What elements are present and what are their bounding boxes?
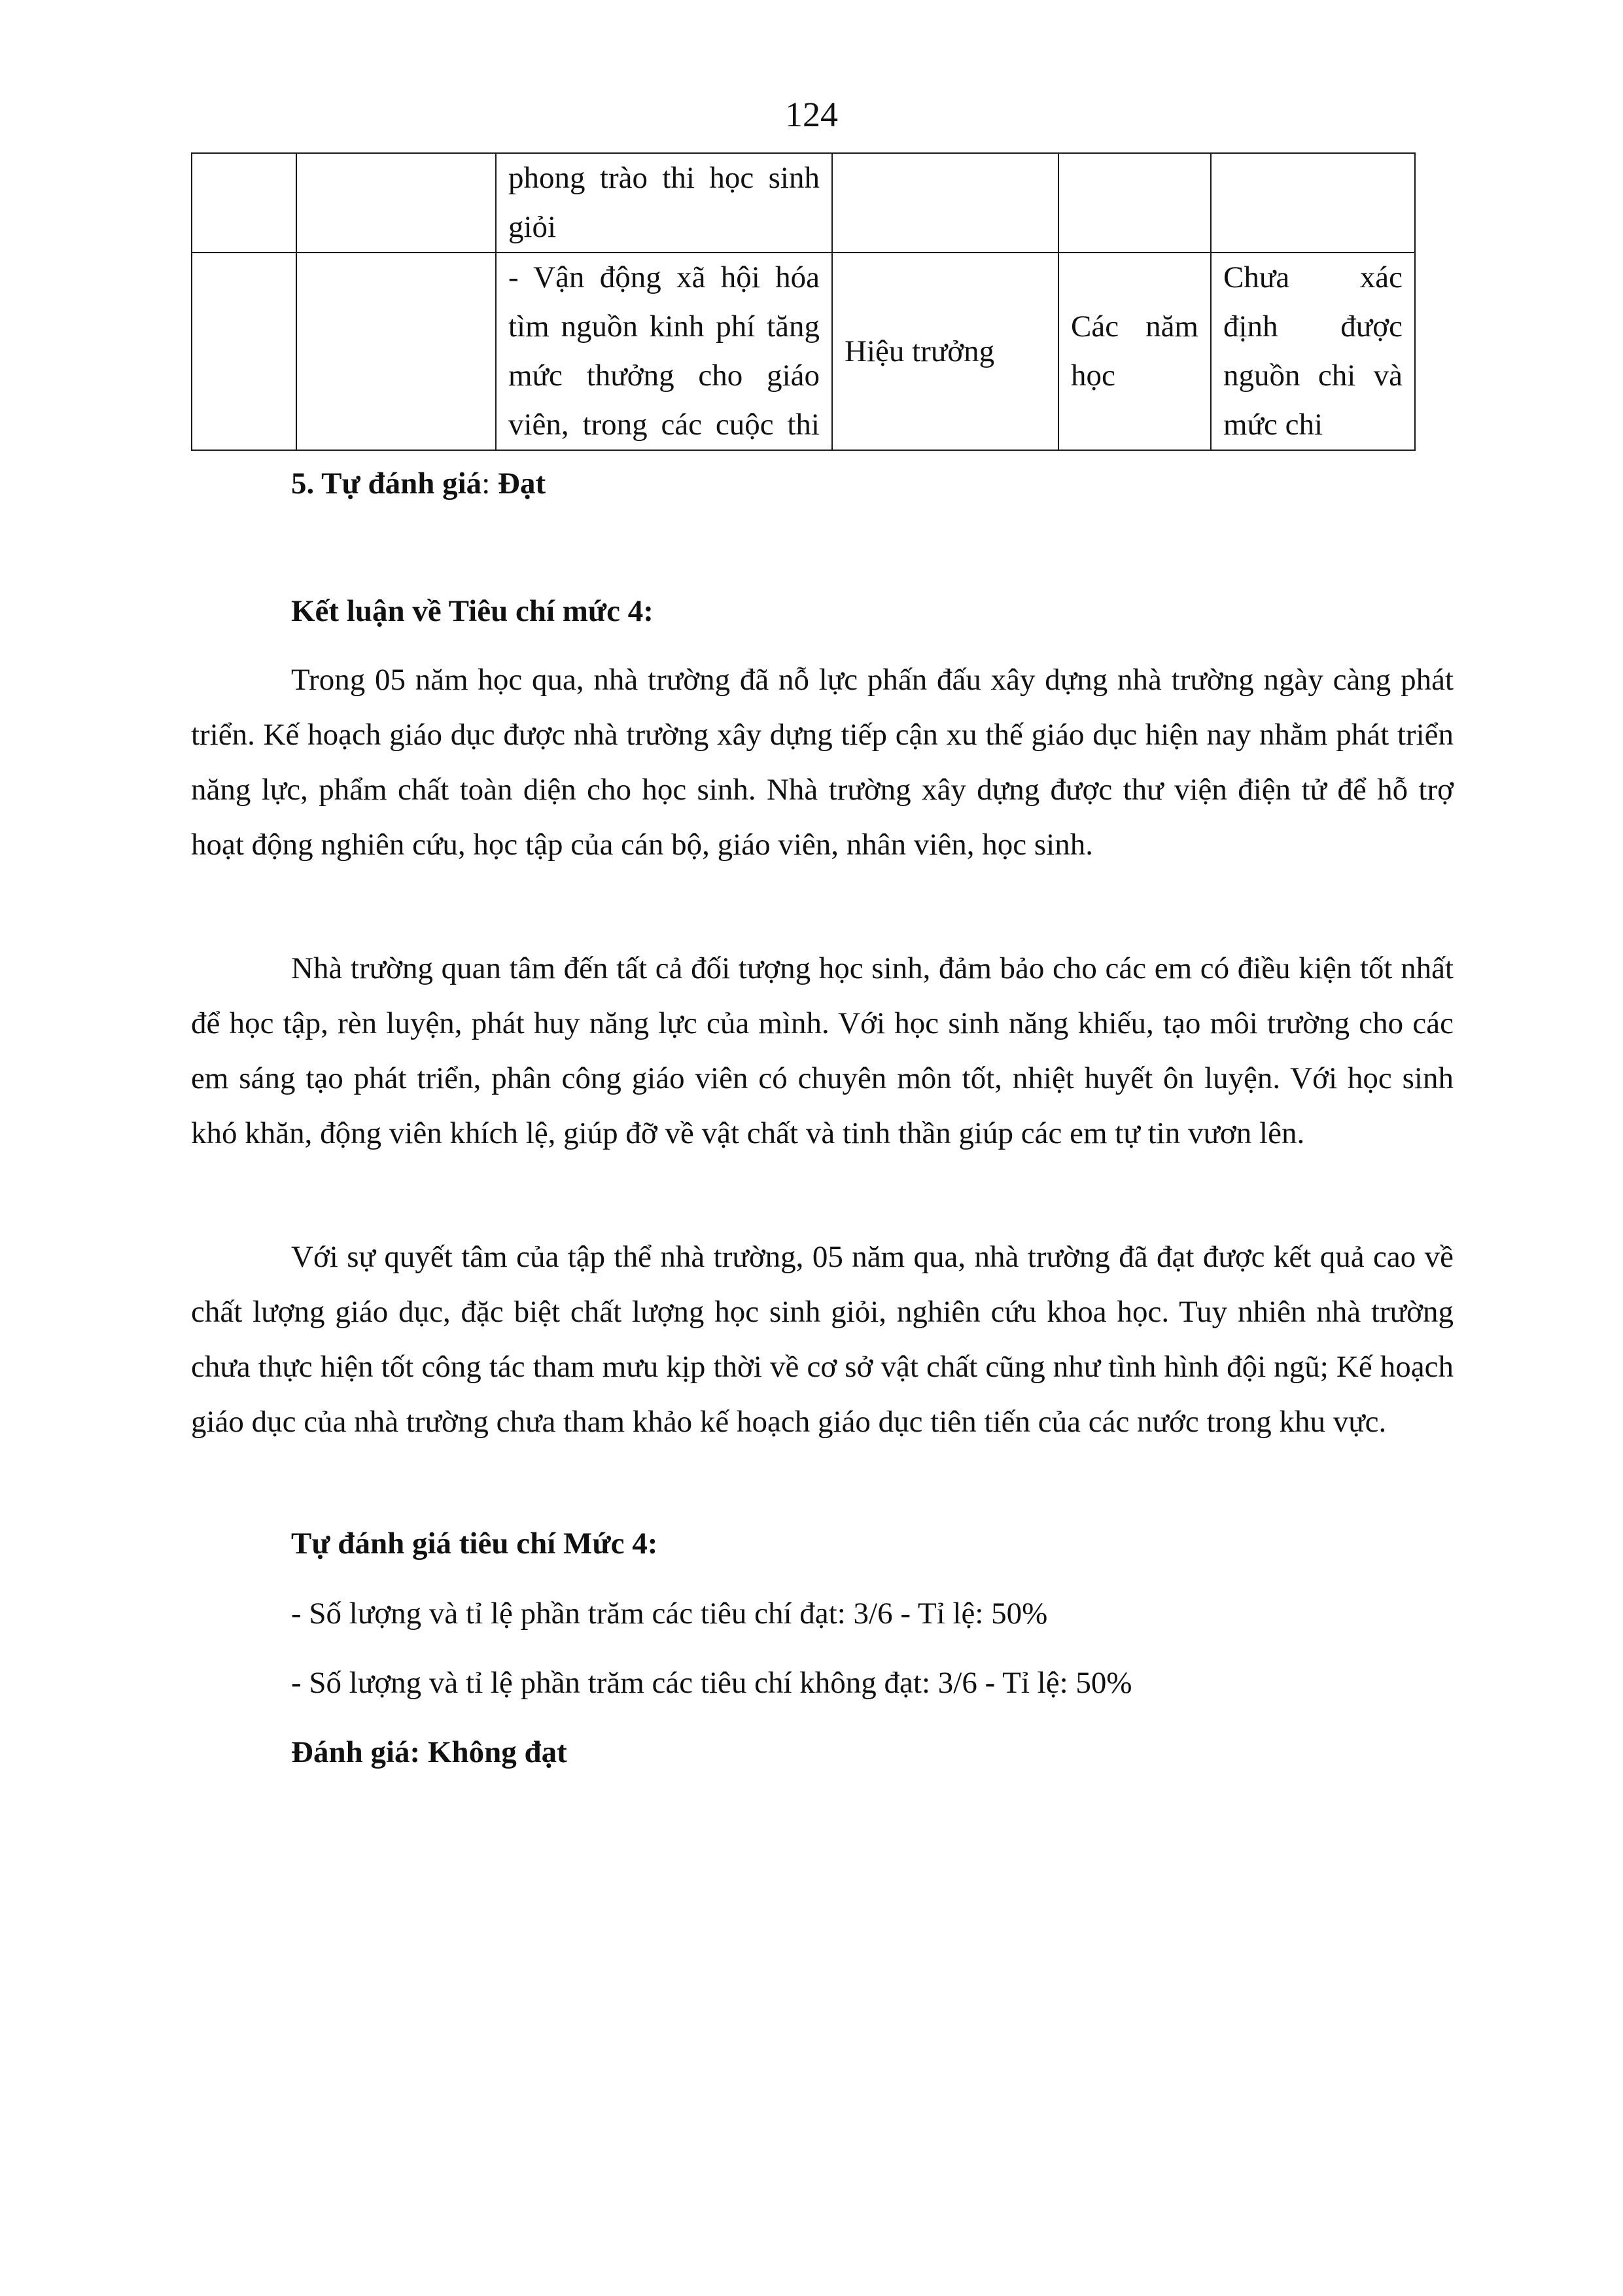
activity-line: - Vận động xã hội hóa	[508, 260, 820, 294]
paragraph-3: Với sự quyết tâm của tập thể nhà trường, 05 năm qua, nhà trường đã đạt được kết quả cao về chất lượng giáo dục, đặc biệt chất lượng học sinh giỏi, nghiên cứu khoa học. Tuy nhiên nhà trường chưa thực hiện tốt công tác tham mưu kịp thời về cơ sở vật chất cũng như tình hình đội ngũ; Kế hoạch giáo dục của nhà trường chưa tham khảo kế hoạch giáo dục tiên tiến của các nước trong khu vực.	[191, 1240, 1454, 1439]
table-cell-criterion	[296, 153, 496, 253]
activity-line: mức thưởng cho giáo	[508, 359, 820, 393]
page-number: 124	[785, 95, 838, 134]
activity-line: viên, trong các cuộc thi	[508, 408, 820, 442]
table-cell-index	[192, 153, 296, 253]
activity-line: tìm nguồn kinh phí tăng	[508, 309, 820, 344]
paragraph-1: Trong 05 năm học qua, nhà trường đã nỗ lực phấn đấu xây dựng nhà trường ngày càng phát triển. Kế hoạch giáo dục được nhà trường xây dựng tiếp cận xu thế giáo dục hiện nay nhằm phát triển năng lực, phẩm chất toàn diện cho học sinh. Nhà trường xây dựng được thư viện điện tử để hỗ trợ hoạt động nghiên cứu, học tập của cán bộ, giáo viên, nhân viên, học sinh.	[191, 663, 1454, 862]
self-eval-label: 5. Tự đánh giá	[291, 467, 482, 501]
table-cell-responsible	[832, 153, 1058, 253]
note-line: mức chi	[1223, 408, 1323, 442]
conclusion-heading: Kết luận về Tiêu chí mức 4:	[291, 594, 654, 628]
level4-item-failed: - Số lượng và tỉ lệ phần trăm các tiêu chí không đạt: 3/6 - Tỉ lệ: 50%	[291, 1666, 1132, 1700]
self-eval-value: Đạt	[498, 467, 546, 501]
self-eval-line	[291, 457, 1554, 511]
table-row	[192, 153, 1415, 253]
table-cell-responsible	[832, 253, 1058, 450]
self-eval-colon: :	[481, 467, 498, 501]
table-cell-criterion	[296, 253, 496, 450]
table-cell-time	[1058, 153, 1211, 253]
table-cell-activity	[496, 253, 832, 450]
table-cell-time	[1058, 253, 1211, 450]
time-line: học	[1071, 359, 1115, 393]
note-line: nguồn chi và	[1223, 359, 1403, 393]
level4-item-passed: - Số lượng và tỉ lệ phần trăm các tiêu chí đạt: 3/6 - Tỉ lệ: 50%	[291, 1597, 1048, 1631]
note-line: định được	[1223, 309, 1403, 344]
note-line: Chưa xác	[1223, 260, 1403, 294]
table-cell-index	[192, 253, 296, 450]
activity-line: phong trào thi học sinh	[508, 161, 820, 195]
activity-line: giỏi	[508, 210, 557, 244]
table-cell-note	[1211, 253, 1415, 450]
table-cell-activity	[496, 153, 832, 253]
time-line: Các năm	[1071, 309, 1198, 344]
level4-heading: Tự đánh giá tiêu chí Mức 4:	[291, 1527, 658, 1561]
responsible-text: Hiệu trưởng	[845, 334, 995, 368]
paragraph-2: Nhà trường quan tâm đến tất cả đối tượng học sinh, đảm bảo cho các em có điều kiện tốt nhất để học tập, rèn luyện, phát huy năng lực của mình. Với học sinh năng khiếu, tạo môi trường cho các em sáng tạo phát triển, phân công giáo viên có chuyên môn tốt, nhiệt huyết ôn luyện. Với học sinh khó khăn, động viên khích lệ, giúp đỡ về vật chất và tinh thần giúp các em tự tin vươn lên.	[191, 951, 1454, 1150]
level4-final-evaluation: Đánh giá: Không đạt	[291, 1735, 567, 1769]
table-row	[192, 253, 1415, 450]
table-cell-note	[1211, 153, 1415, 253]
plan-table	[191, 152, 1416, 451]
